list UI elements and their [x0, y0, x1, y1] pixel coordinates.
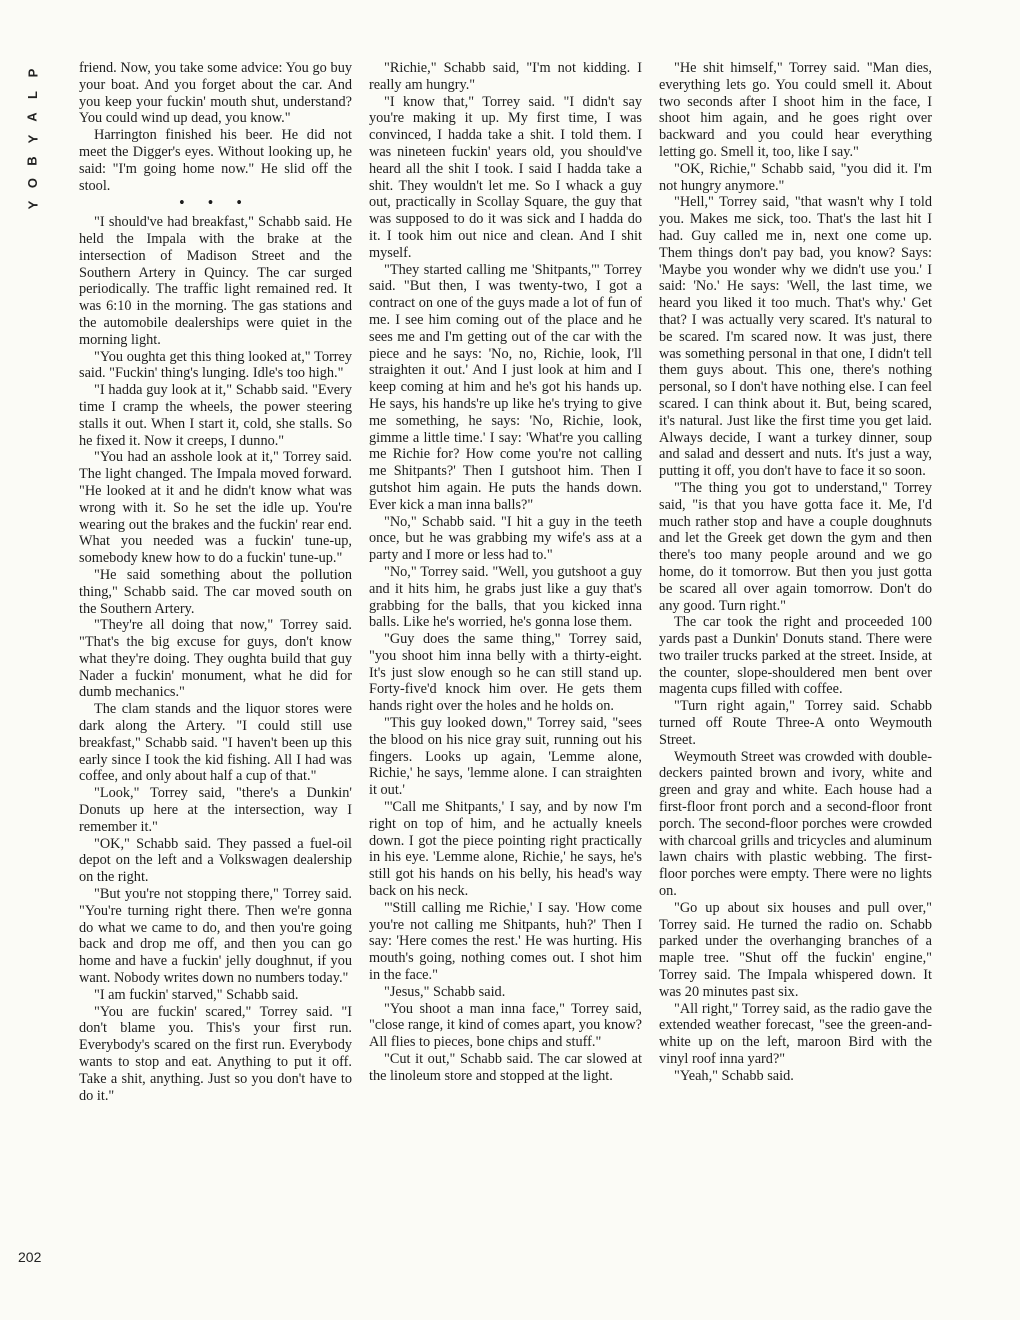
- paragraph: "You are fuckin' scared," Torrey said. "I don't blame you. This's your first run. Everybody's scared on the first run. Everybody wants to stop and eat. Anything to put it off. Take a shit, anything. Just so you don't have to do it.": [79, 1003, 352, 1104]
- paragraph: "They're all doing that now," Torrey said. "That's the big excuse for guys, don't know what they're doing. They oughta build that guy Nader a fuckin' monument, what he did for dumb mechanics.": [79, 617, 352, 701]
- paragraph: "Jesus," Schabb said.: [384, 983, 506, 1000]
- paragraph: "Cut it out," Schabb said. The car slowed at the linoleum store and stopped at the light.: [369, 1051, 642, 1084]
- paragraph: "'Still calling me Richie,' I say. 'How come you're not calling me Shitpants, huh?' Then I say: 'Here comes the rest.' He was hurting. His mouth's going, nothing comes out. I shot him in the face.": [369, 899, 642, 984]
- paragraph: Harrington finished his beer. He did not meet the Digger's eyes. Without looking up, he said: "I'm going home now." He slid off the stool.: [79, 127, 352, 194]
- paragraph: "He shit himself," Torrey said. "Man dies, everything lets go. You could smell it. About two seconds after I shoot him in the face, I shoot him again, and he goes right over backward and you could hear everything letting go. Smell it, too, like I say.": [659, 60, 932, 160]
- paragraph: "No," Torrey said. "Well, you gutshoot a guy and it hits him, he grabs just like a guy that's grabbing for the balls, that you kicked inna balls. Like he's worried, he's gonna lose them.: [369, 563, 642, 631]
- magazine-name-letter: A: [24, 112, 40, 122]
- paragraph: "Guy does the same thing," Torrey said, "you shoot him inna belly with a thirty-eight. It's just slow enough so he can still stand up. Forty-five'd knock him over. He gets them hands right over the holes and he holds on.: [369, 631, 642, 715]
- magazine-name-letter: Y: [24, 200, 40, 210]
- paragraph: "You shoot a man inna face," Torrey said, "close range, it kind of comes apart, you know? All flies to pieces, bone chips and stuff.": [369, 1000, 642, 1051]
- paragraph: "You oughta get this thing looked at," Torrey said. "Fuckin' thing's lunging. Idle's too high.": [79, 348, 352, 382]
- paragraph: The clam stands and the liquor stores were dark along the Artery. "I could still use breakfast," Schabb said. "I haven't been up this early since I took the kid fishing. All I had was coffee, and only about half a cup of that.": [79, 701, 352, 785]
- paragraph: friend. Now, you take some advice: You go buy your boat. And you forget about the car. And you keep your fuckin' mouth shut, understand? You could wind up dead, you know.": [79, 60, 352, 127]
- magazine-name-letter: O: [25, 177, 40, 189]
- magazine-name-letter: P: [24, 68, 40, 78]
- paragraph: "They started calling me 'Shitpants,'" Torrey said. "But then, I was twenty-two, I got a contract on one of the guys made a lot of fun of me. I see him coming out of the place and he sees me and I'm getting out of the car with the piece and he says: 'No, no, Richie, look, I'll straighten it out.' And I just look at him and I keep coming at him and he's got his hands up. He says, his hands're up like he's trying to give me something, he says: 'No, Richie, look, gimme a little time.' I say: 'What're you calling me Richie for? How come you're not calling me Shitpants?' Then I gutshoot him. Then I gutshot him again. He puts the hands down. Ever kick a man inna balls?": [369, 261, 642, 513]
- text-column-2: [369, 60, 642, 1085]
- paragraph: "I hadda guy look at it," Schabb said. "Every time I cramp the wheels, the power steering stalls it out. When I start it, cold, she stalls. So he fixed it. Now it creeps, I dunno.": [79, 382, 352, 449]
- paragraph: "I should've had breakfast," Schabb said. He held the Impala with the brake at the intersection of Madison Street and the Southern Artery in Quincy. The car surged periodically. The traffic light remained red. It was 6:10 in the morning. The gas stations and the automobile dealerships were quiet in the morning light.: [79, 214, 352, 348]
- section-break: • • •: [179, 195, 252, 212]
- paragraph: "This guy looked down," Torrey said, "sees the blood on his nice gray suit, running out his fingers. Looks up again, 'Lemme alone, Richie,' he says, 'lemme alone. I can straighten it out.': [369, 715, 642, 799]
- page-number: 202: [18, 1249, 42, 1265]
- paragraph: "But you're not stopping there," Torrey said. "You're turning right there. Then we're gonna do what we came to do, and then you're going back and drop me off, and then you can go home and have a fuckin' jelly doughnut, if you want. Nobody writes down no numbers today.": [79, 886, 352, 987]
- paragraph: "Go up about six houses and pull over," Torrey said. He turned the radio on. Schabb parked under the overhanging branches of a maple tree. "Shut off the fuckin' engine," Torrey said. The Impala whispered down. It was 20 minutes past six.: [659, 899, 932, 1000]
- paragraph: "The thing you got to understand," Torrey said, "is that you have gotta face it. Me, I'd much rather stop and have a couple doughnuts and let the Greek get down the gym and then there's too many people around and we go home, do it tomorrow. But then you just gotta be scared all over again tomorrow. Don't do any good. Turn right.": [659, 479, 932, 614]
- magazine-name-letter: L: [24, 91, 40, 99]
- paragraph: "Richie," Schabb said, "I'm not kidding. I really am hungry.": [369, 60, 642, 93]
- paragraph: Weymouth Street was crowded with double-deckers painted brown and ivory, white and green and gray and white. Each house had a first-floor front porch and a second-floor front porch. The second-floor porches were crowded with charcoal grills and tricycles and aluminum lawn chairs with plastic webbing. The first-floor porches were empty. There were no lights on.: [659, 748, 932, 900]
- text-column-1: [79, 60, 352, 1104]
- paragraph: "Look," Torrey said, "there's a Dunkin' Donuts up here at the intersection, way I remember it.": [79, 785, 352, 835]
- text-column-3: [659, 60, 932, 1085]
- paragraph: The car took the right and proceeded 100 yards past a Dunkin' Donuts stand. There were two trailer trucks parked at the street. Inside, at the counter, slope-shouldered men bent over magenta cups filled with coffee.: [659, 614, 932, 698]
- paragraph: "I am fuckin' starved," Schabb said.: [94, 986, 299, 1003]
- magazine-name-letter: B: [24, 156, 40, 166]
- magazine-name: [22, 62, 44, 216]
- paragraph: "Hell," Torrey said, "that wasn't why I told you. Makes me sick, too. That's the last hit I had. Guy called me in, next one come up. Them things don't pay bad, you know? Says: 'Maybe you wonder why we didn't use you.' I said: 'No.' He says: 'Well, the last time, we heard you liked it too much. That's why.' Get that? I was actually very scared. It's natural to be scared. I'm scared now. It was just, there was something personal in that one, I didn't tell them guys about. This one, there's nothing personal, so I don't have nothing else. I can feel scared. I can think about it. But, being scared, it's natural. Just like the first time you get laid. Always decide, I want a turkey dinner, soup and salad and dessert and nuts. It's just a way, putting it off, you don't have to face it so soon.: [659, 194, 932, 480]
- paragraph: "OK," Schabb said. They passed a fuel-oil depot on the left and a Volkswagen dealership on the right.: [79, 835, 352, 886]
- paragraph: "All right," Torrey said, as the radio gave the extended weather forecast, "see the green-and-white up on the left, maroon Bird with the vinyl roof inna yard?": [659, 1000, 932, 1068]
- paragraph: "No," Schabb said. "I hit a guy in the teeth once, but he was grabbing my wife's ass at a party and I more or less had to.": [369, 513, 642, 564]
- paragraph: "You had an asshole look at it," Torrey said. The light changed. The Impala moved forward. "He looked at it and he didn't know what was wrong with it. So he set the idle up. You're wearing out the brakes and the fuckin' rear end. What you needed was a fuckin' tune-up, somebody knew how to do a fuckin' tune-up.": [79, 449, 352, 567]
- magazine-name-letter: Y: [24, 134, 40, 144]
- paragraph: "Yeah," Schabb said.: [674, 1067, 794, 1084]
- paragraph: "He said something about the pollution thing," Schabb said. The car moved south on the Southern Artery.: [79, 566, 352, 617]
- paragraph: "'Call me Shitpants,' I say, and by now I'm right on top of him, and he actually kneels down. I got the piece pointing right practically in his eye. 'Lemme alone, Richie,' he says, he's still got his hands on his belly, his head's way back on his neck.: [369, 799, 642, 900]
- paragraph: "I know that," Torrey said. "I didn't say you're making it up. My first time, I was convinced, I hadda take a shit. I told them. I was nineteen fuckin' years old, you should've heard all the shit I took. I said I hadda take a shit. They wouldn't let me. So I whack a guy out, practically in Scollay Square, the guy that was supposed to do it was sick and I hadda do it. I took him out nice and clean. And I shit myself.: [369, 93, 642, 261]
- paragraph: "Turn right again," Torrey said. Schabb turned off Route Three-A onto Weymouth Street.: [659, 698, 932, 748]
- paragraph: "OK, Richie," Schabb said, "you did it. I'm not hungry anymore.": [659, 160, 932, 194]
